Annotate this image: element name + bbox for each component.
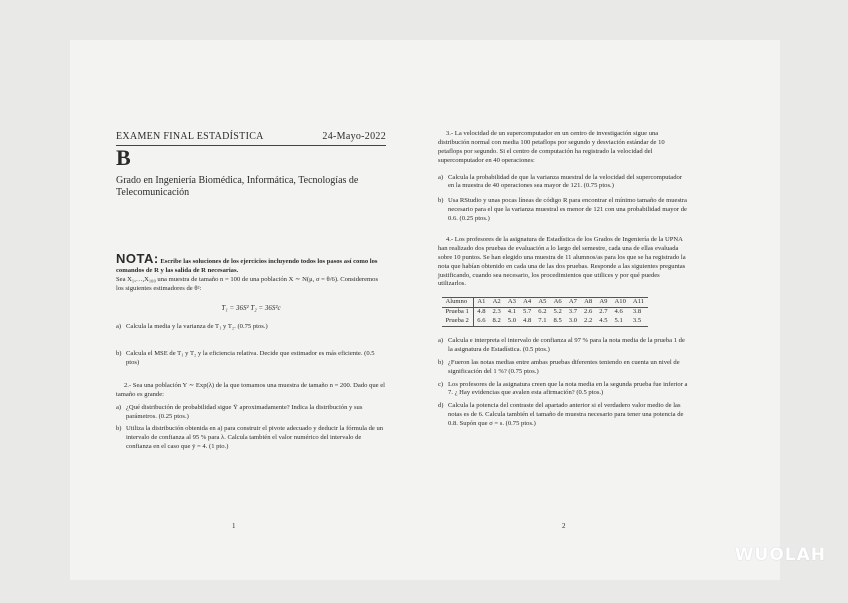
item-text: Usa RStudio y unas pocas líneas de código R para encontrar el mínimo tamaño de muestra necesario para el que la varianza muestral es menor de 121 con una probabilidad mayor de 0.6. (0.25 ptos.) bbox=[448, 197, 687, 223]
table-cell: Prueba 2 bbox=[442, 317, 473, 326]
table-header: A1 bbox=[473, 298, 489, 308]
table-cell: 2.3 bbox=[492, 308, 501, 316]
question-1a bbox=[116, 323, 386, 332]
item-label: d) bbox=[438, 402, 444, 410]
nota-text: Escribe las soluciones de los ejercicios incluyendo todos los pasos así como los comandos de R y las salida de R necesarias. bbox=[116, 257, 378, 275]
exam-title: EXAMEN FINAL ESTADÍSTICA bbox=[116, 131, 264, 142]
item-text: Calcula la probabilidad de que la varianza muestral de la velocidad del supercomputador en la muestra de 40 operaciones sea mayor de 121. (0.75 ptos.) bbox=[448, 173, 682, 190]
item-text: Calcula la media y la varianza de T₁ y T₂. (0.75 ptos.) bbox=[126, 323, 268, 331]
item-text: Calcula el MSE de T₁ y T₂ y la eficiencia relativa. Decide que estimador es más eficiente. (0.5 ptos) bbox=[126, 350, 375, 366]
nota-title: NOTA: bbox=[116, 250, 159, 266]
exam-date: 24-Mayo-2022 bbox=[322, 131, 386, 142]
question-2-intro: 2.- Sea una población Y ∼ Exp(λ) de la que tomamos una muestra de tamaño n = 200. Dado que el tamaño es grande: bbox=[116, 381, 385, 398]
question-3b bbox=[438, 197, 688, 224]
grades-table bbox=[442, 297, 648, 327]
item-label: a) bbox=[116, 403, 122, 411]
item-text: Utiliza la distribución obtenida en a) para construir el pivote adecuado y deducir la fórmula de un intervalo de confianza al 95 % para λ. Calcula también el valor numérico del intervalo de confianza en el caso que ȳ = 4. (1 pto.) bbox=[126, 425, 384, 451]
table-cell: 4.6 bbox=[614, 308, 623, 316]
question-3-intro: 3.- La velocidad de un supercomputador en un centro de investigación sigue una distribución normal con media 100 petaflops por segundo y desviación estándar de 10 petaflops por segundo. Si el centro de computación ha registrado la velocidad del supercomputador en 40 operaciones: bbox=[438, 130, 665, 164]
table-header: A5 bbox=[535, 298, 550, 308]
table-cell: 3.7 bbox=[568, 308, 578, 316]
item-label: b) bbox=[438, 197, 444, 205]
item-text: ¿Fueron las notas medias entre ambas pruebas diferentes teniendo en cuenta un nivel de significación del 1 %? (0.75 ptos.) bbox=[448, 358, 680, 375]
table-header: A8 bbox=[581, 298, 596, 308]
question-2a bbox=[116, 404, 386, 422]
item-label: a) bbox=[438, 337, 444, 345]
degree-line: Grado en Ingeniería Biomédica, Informática, Tecnologías de Telecomunicación bbox=[116, 174, 359, 198]
table-header: A3 bbox=[504, 298, 519, 308]
watermark-logo: WUOLAH bbox=[734, 545, 826, 565]
item-label: a) bbox=[116, 323, 122, 331]
question-4a bbox=[438, 337, 688, 355]
item-label: a) bbox=[438, 173, 444, 181]
table-header: A6 bbox=[550, 298, 565, 308]
item-label: b) bbox=[116, 350, 122, 358]
question-4-intro: 4.- Los profesores de la asignatura de Estadística de los Grados de Ingeniería de la UPNA han realizado dos pruebas de evaluación a lo largo del semestre, cada una de ellas evaluada sobre 10 puntos. Se han elegido una muestra de 11 alumnos/as para los que se ha registrado la nota que habían obtenido en cada una de las dos pruebas. Responde a las siguientes preguntas justificando, cuando sea necesario, los procedimientos que utilices y por qué puedes utilizarlos. bbox=[438, 236, 686, 288]
table-cell: 5.0 bbox=[504, 317, 519, 326]
table-cell: 4.8 bbox=[477, 308, 486, 316]
item-label: b) bbox=[438, 358, 444, 366]
page-number-2: 2 bbox=[562, 522, 566, 530]
table-cell: 4.5 bbox=[596, 317, 611, 326]
item-label: b) bbox=[116, 425, 122, 433]
table-cell: 5.1 bbox=[611, 317, 629, 326]
table-cell: 2.2 bbox=[581, 317, 596, 326]
table-cell: 2.6 bbox=[584, 308, 593, 316]
table-cell: 3.8 bbox=[632, 308, 642, 316]
table-cell: 5.2 bbox=[553, 308, 562, 316]
table-header: A9 bbox=[596, 298, 611, 308]
table-cell: 4.8 bbox=[520, 317, 535, 326]
table-cell: 3.0 bbox=[565, 317, 580, 326]
table-cell: 6.2 bbox=[538, 308, 547, 316]
table-header: A4 bbox=[520, 298, 535, 308]
question-1b bbox=[116, 350, 386, 368]
question-3a bbox=[438, 174, 688, 192]
question-4d bbox=[438, 402, 688, 429]
question-1-intro: Sea X₁,…,X₁₀₀ una muestra de tamaño n = 100 de una población X ∼ N(μ, σ = θ/6). Consideremos los siguientes estimadores de θ²: bbox=[116, 275, 379, 292]
page-number-1: 1 bbox=[232, 522, 236, 530]
item-text: Calcula e interpreta el intervalo de confianza al 97 % para la nota media de la prueba 1 de la asignatura de Estadística. (0.5 ptos.) bbox=[448, 337, 685, 353]
question-4b bbox=[438, 359, 688, 377]
item-text: Calcula la potencia del contraste del apartado anterior si el verdadero valor medio de las notas es de 6. Calcula también el tamaño de muestra necesario para tener una potencia de 0.8. Supón que σ = s. (0.75 ptos.) bbox=[448, 402, 684, 428]
item-text: ¿Qué distribución de probabilidad sigue Ȳ aproximadamente? Indica la distribución y sus parámetros. (0.25 ptos.) bbox=[126, 403, 363, 420]
table-cell: 8.5 bbox=[550, 317, 565, 326]
table-header: Alumno bbox=[442, 298, 473, 308]
exam-header bbox=[116, 130, 386, 146]
question-4c bbox=[438, 381, 688, 399]
table-cell: 4.1 bbox=[507, 308, 517, 316]
table-header-row bbox=[442, 298, 648, 308]
table-cell: 6.6 bbox=[473, 317, 489, 326]
table-cell: 8.2 bbox=[489, 317, 504, 326]
table-header: A11 bbox=[629, 298, 647, 308]
question-1-formula: T₁ = 36S² T₂ = 36S²c bbox=[221, 303, 281, 312]
table-row bbox=[442, 317, 648, 326]
table-cell: 3.5 bbox=[629, 317, 647, 326]
table-cell: 2.7 bbox=[599, 308, 608, 316]
nota-block bbox=[116, 250, 386, 276]
table-header: A2 bbox=[489, 298, 504, 308]
exam-page-1 bbox=[116, 130, 386, 452]
exam-page-2 bbox=[438, 130, 688, 429]
table-cell: 7.1 bbox=[535, 317, 550, 326]
table-cell: Prueba 1 bbox=[442, 308, 473, 317]
version-letter: B bbox=[116, 144, 131, 170]
table-header: A10 bbox=[611, 298, 629, 308]
item-label: c) bbox=[438, 380, 444, 388]
question-2b bbox=[116, 425, 386, 452]
table-header: A7 bbox=[565, 298, 580, 308]
table-row bbox=[442, 308, 648, 317]
table-cell: 5.7 bbox=[523, 308, 532, 316]
item-text: Los profesores de la asignatura creen que la nota media en la segunda prueba fue inferior a 7. ¿ Hay evidencias que avalen esta afirmación? (0.5 ptos.) bbox=[448, 380, 688, 397]
